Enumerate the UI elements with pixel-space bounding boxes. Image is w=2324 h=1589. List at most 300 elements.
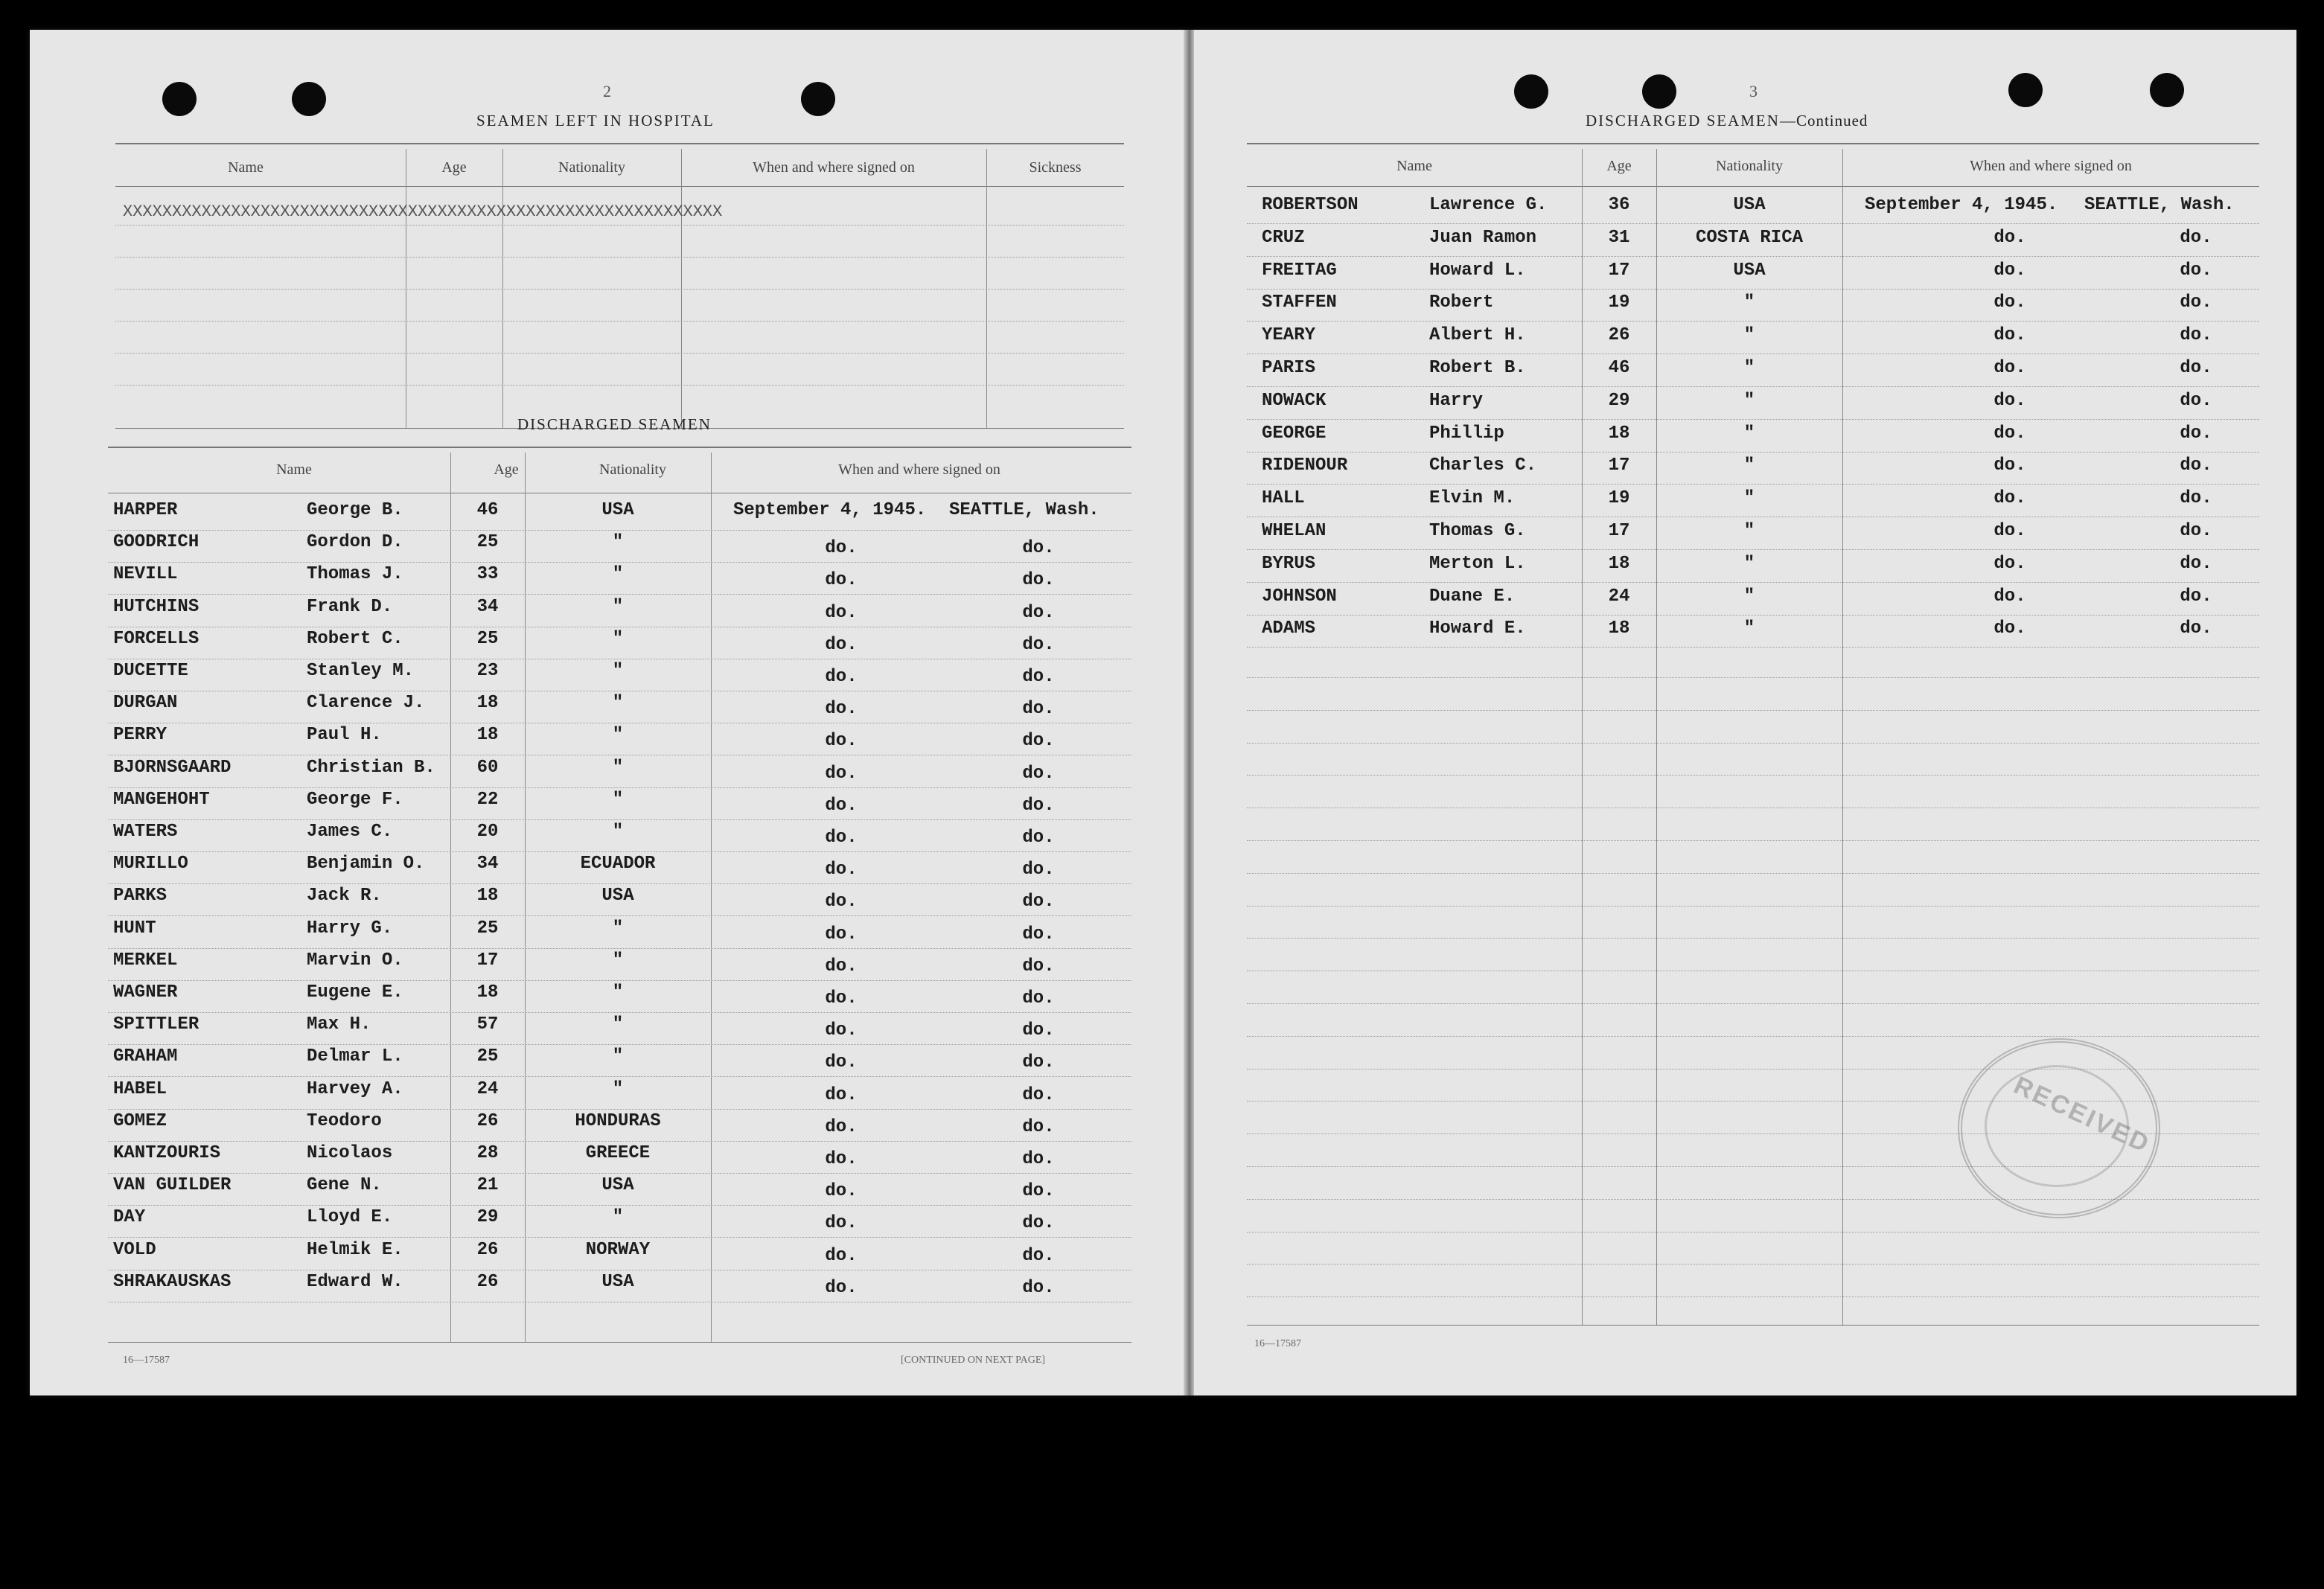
seaman-nationality: " (612, 693, 624, 714)
seaman-given-name: Thomas J. (307, 564, 403, 585)
seaman-age: 46 (476, 500, 499, 520)
seaman-age: 17 (1608, 521, 1630, 541)
ruled-line (108, 562, 1131, 563)
ruled-line (115, 225, 1124, 226)
seaman-given-name: Duane E. (1429, 586, 1516, 607)
seaman-given-name: Robert C. (307, 628, 403, 649)
ruled-line (1247, 677, 2259, 678)
signed-on-date: do. (825, 956, 858, 976)
hospital-header-rule (115, 186, 1124, 187)
seaman-given-name: Teodoro (307, 1110, 382, 1131)
ruled-line (1247, 549, 2259, 550)
signed-on-place: do. (2180, 586, 2212, 607)
seaman-surname: PERRY (113, 725, 167, 746)
seaman-surname: GEORGE (1262, 423, 1327, 444)
hospital-header-age: Age (441, 159, 467, 176)
signed-on-place: do. (2180, 260, 2212, 281)
ruled-line (108, 1076, 1131, 1077)
discharged-header-nationality: Nationality (599, 461, 666, 478)
ruled-line (1247, 647, 2259, 648)
seaman-nationality: " (612, 1207, 624, 1228)
right-section-title (1586, 112, 1868, 130)
seaman-surname: GOMEZ (113, 1110, 167, 1131)
seaman-age: 36 (1608, 195, 1630, 215)
seaman-given-name: Charles C. (1429, 455, 1537, 476)
seaman-age: 18 (476, 982, 499, 1003)
seaman-given-name: Christian B. (307, 757, 435, 778)
signed-on-date: do. (825, 924, 858, 944)
signed-on-date: do. (825, 988, 858, 1008)
ruled-line (1247, 1003, 2259, 1004)
ruled-line (1247, 321, 2259, 322)
signed-on-date: do. (1993, 521, 2026, 541)
seaman-age: 46 (1608, 358, 1630, 378)
right-header-name: Name (1396, 158, 1432, 174)
right-header-nationality: Nationality (1716, 158, 1783, 174)
seaman-surname: WHELAN (1262, 521, 1327, 541)
signed-on-date: do. (825, 763, 858, 784)
signed-on-place: do. (2180, 553, 2212, 574)
right-header-rule (1247, 186, 2259, 187)
seaman-surname: MURILLO (113, 854, 188, 875)
signed-on-date: do. (1993, 618, 2026, 639)
seaman-nationality: " (612, 950, 624, 971)
seaman-age: 31 (1608, 227, 1630, 248)
seaman-given-name: George F. (307, 789, 403, 810)
signed-on-place: do. (2180, 521, 2212, 541)
seaman-age: 17 (1608, 455, 1630, 476)
signed-on-date: do. (825, 667, 858, 687)
seaman-surname: GRAHAM (113, 1046, 178, 1067)
seaman-nationality: " (1743, 586, 1755, 607)
seaman-given-name: Howard E. (1429, 618, 1526, 639)
ruled-line (108, 948, 1131, 949)
binder-hole (292, 82, 326, 116)
seaman-surname: MERKEL (113, 950, 178, 971)
seaman-surname: FREITAG (1262, 260, 1337, 281)
seaman-age: 24 (1608, 586, 1630, 607)
signed-on-date: do. (825, 1084, 858, 1105)
right-bottom-rule (1247, 1325, 2259, 1326)
right-section-title-suffix: —Continued (1779, 112, 1868, 130)
seaman-age: 29 (476, 1207, 499, 1228)
ruled-line (108, 1173, 1131, 1174)
left-page-number: 2 (603, 82, 611, 100)
seaman-surname: SHRAKAUSKAS (113, 1271, 232, 1292)
seaman-nationality: " (612, 757, 624, 778)
seaman-surname: CRUZ (1262, 227, 1305, 248)
ruled-line (108, 1012, 1131, 1013)
seaman-age: 25 (476, 1046, 499, 1067)
seaman-given-name: Helmik E. (307, 1239, 403, 1260)
seaman-surname: FORCELLS (113, 628, 199, 649)
signed-on-date: do. (825, 634, 858, 655)
seaman-surname: PARIS (1262, 358, 1316, 378)
signed-on-date: do. (825, 1213, 858, 1234)
signed-on-date: do. (825, 1052, 858, 1073)
ruled-line (108, 594, 1131, 595)
ruled-line (108, 787, 1131, 788)
seaman-nationality: " (612, 982, 624, 1003)
hospital-crossed-out-entry: XXXXXXXXXXXXXXXXXXXXXXXXXXXXXXXXXXXXXXXXXXXXXXXXXXXXXXXXXXXXX (123, 202, 723, 221)
signed-on-place: do. (2180, 227, 2212, 248)
signed-on-place: do. (1022, 860, 1055, 880)
seaman-nationality: " (1743, 358, 1755, 378)
signed-on-date: do. (825, 1181, 858, 1202)
seaman-surname: GOODRICH (113, 532, 199, 553)
seaman-surname: YEARY (1262, 325, 1316, 346)
seaman-nationality: ECUADOR (580, 854, 656, 875)
signed-on-place: do. (2180, 325, 2212, 346)
signed-on-place: do. (1022, 731, 1055, 752)
signed-on-place: do. (1022, 1052, 1055, 1073)
signed-on-place: do. (1022, 956, 1055, 976)
seaman-nationality: " (612, 1014, 624, 1035)
signed-on-date: do. (825, 602, 858, 623)
seaman-age: 19 (1608, 292, 1630, 313)
signed-on-place: do. (1022, 795, 1055, 816)
ruled-line (1247, 906, 2259, 907)
seaman-nationality: " (612, 532, 624, 553)
right-header-signed-on: When and where signed on (1970, 158, 2132, 174)
seaman-surname: HARPER (113, 500, 178, 520)
signed-on-date: do. (1993, 553, 2026, 574)
seaman-surname: VOLD (113, 1239, 156, 1260)
signed-on-place: do. (1022, 1213, 1055, 1234)
signed-on-date: do. (1993, 292, 2026, 313)
seaman-surname: MANGEHOHT (113, 789, 210, 810)
seaman-given-name: Gordon D. (307, 532, 403, 553)
signed-on-place: do. (1022, 1020, 1055, 1041)
signed-on-date: do. (825, 1020, 858, 1041)
seaman-nationality: " (1743, 292, 1755, 313)
seaman-surname: ADAMS (1262, 618, 1316, 639)
ruled-line (1247, 289, 2259, 290)
signed-on-place: do. (2180, 358, 2212, 378)
ruled-line (108, 1237, 1131, 1238)
seaman-age: 34 (476, 596, 499, 617)
seaman-given-name: Jack R. (307, 886, 382, 907)
hospital-header-nationality: Nationality (558, 159, 625, 176)
seaman-given-name: Harry (1429, 390, 1484, 411)
seaman-surname: WATERS (113, 822, 178, 842)
seaman-age: 25 (476, 918, 499, 939)
seaman-given-name: Delmar L. (307, 1046, 403, 1067)
signed-on-place: do. (1022, 924, 1055, 944)
signed-on-date: do. (1993, 390, 2026, 411)
seaman-surname: HUTCHINS (113, 596, 199, 617)
seaman-given-name: Albert H. (1429, 325, 1526, 346)
ruled-line (115, 353, 1124, 354)
seaman-age: 28 (476, 1143, 499, 1163)
discharged-top-rule (108, 447, 1131, 448)
seaman-nationality: " (612, 725, 624, 746)
seaman-given-name: Howard L. (1429, 260, 1526, 281)
ruled-line (108, 1109, 1131, 1110)
seaman-given-name: Nicolaos (307, 1143, 393, 1163)
ruled-line (1247, 873, 2259, 874)
seaman-nationality: GREECE (585, 1143, 651, 1163)
ruled-line (1247, 775, 2259, 776)
signed-on-date: do. (825, 860, 858, 880)
signed-on-date: do. (825, 1149, 858, 1169)
ruled-line (108, 530, 1131, 531)
signed-on-date: do. (1993, 455, 2026, 476)
seaman-surname: JOHNSON (1262, 586, 1337, 607)
seaman-nationality: " (1743, 455, 1755, 476)
seaman-age: 17 (476, 950, 499, 971)
signed-on-place: do. (1022, 602, 1055, 623)
signed-on-place: do. (2180, 455, 2212, 476)
right-header-age: Age (1606, 158, 1632, 174)
signed-on-date: do. (825, 795, 858, 816)
seaman-given-name: Robert (1429, 292, 1494, 313)
seaman-nationality: " (1743, 423, 1755, 444)
seaman-age: 33 (476, 564, 499, 585)
right-top-rule (1247, 143, 2259, 144)
hospital-header-name: Name (228, 159, 264, 176)
ruled-line (108, 819, 1131, 820)
seaman-age: 19 (1608, 488, 1630, 509)
hospital-top-rule (115, 143, 1124, 144)
discharged-header-signed-on: When and where signed on (838, 461, 1000, 478)
signed-on-place: do. (2180, 292, 2212, 313)
seaman-age: 18 (476, 725, 499, 746)
right-page-number: 3 (1749, 82, 1758, 100)
hospital-section-title: SEAMEN LEFT IN HOSPITAL (476, 112, 715, 130)
seaman-nationality: " (612, 661, 624, 681)
signed-on-place: do. (1022, 763, 1055, 784)
signed-on-place: do. (1022, 699, 1055, 720)
seaman-given-name: Marvin O. (307, 950, 403, 971)
signed-on-place: do. (1022, 1181, 1055, 1202)
ruled-line (108, 915, 1131, 916)
seaman-age: 18 (476, 693, 499, 714)
seaman-age: 26 (1608, 325, 1630, 346)
signed-on-date: do. (825, 570, 858, 591)
signed-on-place: do. (1022, 667, 1055, 687)
seaman-surname: STAFFEN (1262, 292, 1337, 313)
signed-on-date: do. (825, 1116, 858, 1137)
seaman-surname: BYRUS (1262, 553, 1316, 574)
seaman-age: 18 (1608, 618, 1630, 639)
binder-hole (2008, 73, 2043, 107)
seaman-surname: WAGNER (113, 982, 178, 1003)
signed-on-date: do. (825, 1245, 858, 1266)
signed-on-date: do. (1993, 423, 2026, 444)
seaman-nationality: USA (1733, 195, 1766, 215)
seaman-age: 24 (476, 1078, 499, 1099)
seaman-surname: SPITTLER (113, 1014, 199, 1035)
seaman-age: 17 (1608, 260, 1630, 281)
right-section-title-main: DISCHARGED SEAMEN (1586, 112, 1780, 130)
signed-on-date: do. (1993, 227, 2026, 248)
left-bottom-rule (108, 1342, 1131, 1343)
signed-on-place: do. (1022, 1149, 1055, 1169)
ruled-line (108, 851, 1131, 852)
right-col-line (1842, 149, 1843, 1325)
hospital-header-sickness: Sickness (1029, 159, 1082, 176)
ruled-line (108, 1044, 1131, 1045)
signed-on-date: do. (1993, 358, 2026, 378)
binder-hole (801, 82, 835, 116)
seaman-given-name: Clarence J. (307, 693, 425, 714)
seaman-given-name: Benjamin O. (307, 854, 425, 875)
seaman-surname: KANTZOURIS (113, 1143, 221, 1163)
seaman-given-name: George B. (307, 500, 403, 520)
seaman-age: 57 (476, 1014, 499, 1035)
seaman-age: 18 (1608, 423, 1630, 444)
seaman-surname: DAY (113, 1207, 146, 1228)
ruled-line (115, 289, 1124, 290)
seaman-given-name: Juan Ramon (1429, 227, 1537, 248)
signed-on-date: do. (1993, 260, 2026, 281)
seaman-given-name: Phillip (1429, 423, 1504, 444)
seaman-given-name: Harvey A. (307, 1078, 403, 1099)
signed-on-place: do. (1022, 1116, 1055, 1137)
binder-hole (1642, 74, 1676, 109)
signed-on-place: do. (1022, 1084, 1055, 1105)
right-form-number: 16—17587 (1254, 1338, 1301, 1349)
seaman-age: 25 (476, 532, 499, 553)
signed-on-place: SEATTLE, Wash. (2084, 195, 2235, 215)
seaman-given-name: Harry G. (307, 918, 393, 939)
seaman-given-name: Gene N. (307, 1175, 382, 1196)
ruled-line (1247, 484, 2259, 485)
signed-on-date: do. (825, 1277, 858, 1298)
seaman-surname: BJORNSGAARD (113, 757, 232, 778)
seaman-age: 26 (476, 1110, 499, 1131)
seaman-given-name: Paul H. (307, 725, 382, 746)
seaman-nationality: USA (601, 1271, 634, 1292)
ruled-line (1247, 743, 2259, 744)
seaman-age: 25 (476, 628, 499, 649)
seaman-nationality: " (612, 1046, 624, 1067)
signed-on-date: do. (1993, 586, 2026, 607)
seaman-given-name: Eugene E. (307, 982, 403, 1003)
seaman-age: 23 (476, 661, 499, 681)
signed-on-place: do. (1022, 988, 1055, 1008)
ruled-line (1247, 386, 2259, 387)
seaman-nationality: " (612, 789, 624, 810)
seaman-nationality: " (1743, 618, 1755, 639)
seaman-nationality: NORWAY (585, 1239, 651, 1260)
signed-on-date: do. (1993, 325, 2026, 346)
signed-on-date: do. (825, 731, 858, 752)
ruled-line (108, 883, 1131, 884)
signed-on-date: do. (825, 699, 858, 720)
seaman-surname: VAN GUILDER (113, 1175, 232, 1196)
binder-hole (2150, 73, 2184, 107)
signed-on-place: do. (1022, 1245, 1055, 1266)
discharged-header-age: Age (494, 461, 519, 478)
seaman-given-name: Merton L. (1429, 553, 1526, 574)
continued-note: [CONTINUED ON NEXT PAGE] (901, 1355, 1046, 1366)
binder-hole (1514, 74, 1548, 109)
seaman-nationality: " (612, 596, 624, 617)
seaman-nationality: " (612, 628, 624, 649)
seaman-nationality: " (1743, 488, 1755, 509)
seaman-given-name: Thomas G. (1429, 521, 1526, 541)
seaman-nationality: " (612, 822, 624, 842)
ruled-line (1247, 582, 2259, 583)
seaman-given-name: Frank D. (307, 596, 393, 617)
seaman-nationality: USA (1733, 260, 1766, 281)
seaman-given-name: Lloyd E. (307, 1207, 393, 1228)
ruled-line (115, 321, 1124, 322)
ruled-line (1247, 419, 2259, 420)
ruled-line (1247, 452, 2259, 453)
seaman-age: 21 (476, 1175, 499, 1196)
signed-on-place: do. (1022, 634, 1055, 655)
seaman-given-name: Edward W. (307, 1271, 403, 1292)
seaman-age: 18 (1608, 553, 1630, 574)
seaman-nationality: " (1743, 521, 1755, 541)
signed-on-place: do. (1022, 892, 1055, 912)
received-stamp-text: RECEIVED (2009, 1071, 2155, 1160)
signed-on-place: do. (1022, 1277, 1055, 1298)
page-fold (1184, 30, 1194, 1395)
discharged-col-line (711, 453, 712, 1342)
ruled-line (115, 257, 1124, 258)
seaman-age: 29 (1608, 390, 1630, 411)
ruled-line (1247, 1036, 2259, 1037)
seaman-nationality: HONDURAS (575, 1110, 661, 1131)
seaman-given-name: Lawrence G. (1429, 195, 1548, 215)
ruled-line (1247, 223, 2259, 224)
signed-on-place: do. (2180, 488, 2212, 509)
discharged-section-title: DISCHARGED SEAMEN (517, 415, 712, 433)
seaman-given-name: James C. (307, 822, 393, 842)
seaman-surname: HUNT (113, 918, 156, 939)
seaman-nationality: " (1743, 553, 1755, 574)
seaman-surname: ROBERTSON (1262, 195, 1359, 215)
seaman-age: 34 (476, 854, 499, 875)
seaman-surname: NOWACK (1262, 390, 1327, 411)
seaman-surname: PARKS (113, 886, 167, 907)
discharged-header-name: Name (276, 461, 312, 478)
ruled-line (1247, 1264, 2259, 1265)
ruled-line (108, 1205, 1131, 1206)
seaman-given-name: Max H. (307, 1014, 371, 1035)
signed-on-place: do. (2180, 390, 2212, 411)
seaman-surname: HABEL (113, 1078, 167, 1099)
seaman-age: 22 (476, 789, 499, 810)
seaman-age: 60 (476, 757, 499, 778)
signed-on-place: do. (1022, 538, 1055, 559)
signed-on-place: do. (2180, 618, 2212, 639)
seaman-nationality: COSTA RICA (1695, 227, 1804, 248)
seaman-age: 26 (476, 1239, 499, 1260)
signed-on-place: SEATTLE, Wash. (949, 500, 1099, 520)
seaman-age: 20 (476, 822, 499, 842)
seaman-surname: DUCETTE (113, 661, 188, 681)
signed-on-place: do. (1022, 828, 1055, 848)
ruled-line (1247, 840, 2259, 841)
seaman-nationality: USA (601, 1175, 634, 1196)
seaman-age: 18 (476, 886, 499, 907)
document-sheet (30, 30, 2296, 1395)
seaman-given-name: Robert B. (1429, 358, 1526, 378)
seaman-nationality: " (1743, 325, 1755, 346)
signed-on-date: do. (825, 892, 858, 912)
seaman-surname: NEVILL (113, 564, 178, 585)
ruled-line (108, 980, 1131, 981)
seaman-surname: HALL (1262, 488, 1305, 509)
ruled-line (108, 1141, 1131, 1142)
signed-on-place: do. (2180, 423, 2212, 444)
ruled-line (1247, 938, 2259, 939)
